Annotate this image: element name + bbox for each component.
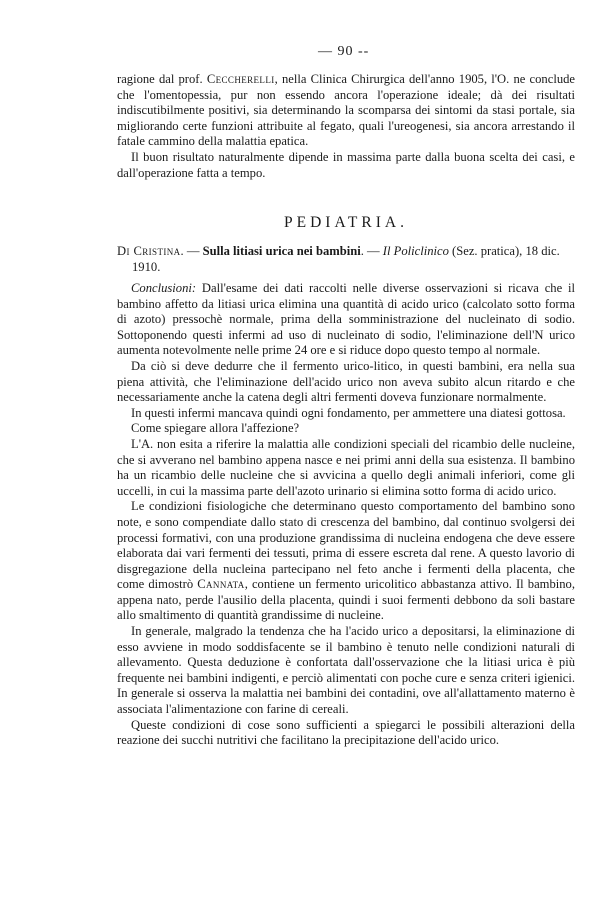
page-number: — 90 -- [318,44,370,59]
section-heading: PEDIATRIA. [284,214,408,231]
body-paragraph: Queste condizioni di cose sono sufficienti a spiegarci le possibili alterazioni della reazione dei succhi nutritivi che facilitano la precipitazione dell'acido urico. [117,717,575,748]
citation-details: (Sez. pratica), 18 dic. 1910. [132,244,560,274]
intro-paragraph: Il buon risultato naturalmente dipende in massima parte dalla buona scelta dei casi, e dall'operazione fatta a tempo. [117,149,575,180]
journal-name: Il Policlinico [382,244,449,258]
body-paragraph: Conclusioni: Dall'esame dei dati raccolti nelle diverse osservazioni si ricava che il bambino affetto da litiasi urica elimina una quantità di acido urico (calcolato sotto forma di azoto) pressochè normale, prima della somministrazione del nucleinato di sodio. Sottoponendo questi infermi ad uso di nucleinato di sodio, l'eliminazione dell'N urico aumenta notevolmente nelle prime 24 ore e si riduce dopo questo tempo al normale. [117,281,575,358]
citation-line: Di Cristina. — Sulla litiasi urica nei bambini. — Il Policlinico (Sez. pratica), 18 dic. 1910. [117,244,560,274]
intro-paragraph: ragione dal prof. Ceccherelli, nella Clinica Chirurgica dell'anno 1905, l'O. ne conclude che l'omentopessia, pur non essendo ancora l'operazione ideale; dà dei risultati indiscutibilmente positivi, sia determinando la scomparsa dei sintomi da stasi portale, sia migliorando certe funzioni attribuite al fegato, quali l'ureogenesi, sia ancora arrestando il fatale cammino della malattia epatica. [117,72,575,149]
author-name-cannata: Cannata [197,577,245,592]
author-name-ceccherelli: Ceccherelli [206,72,275,86]
intro-text [117,72,575,181]
body-paragraph: Da ciò si deve dedurre che il fermento urico-litico, in questi bambini, era nella sua piena attività, che l'eliminazione dell'acido urico non aveva subito alcun ritardo e che necessariamente anche la catena degli altri fermenti doveva funzionare normalmente. [117,358,575,405]
article-body [117,281,575,749]
article-author: Di Cristina [117,244,181,258]
body-paragraph: In questi infermi mancava quindi ogni fondamento, per ammettere una diatesi gottosa. [131,405,566,420]
conclusioni-label: Conclusioni: [131,281,197,295]
body-paragraph: In generale, malgrado la tendenza che ha l'acido urico a depositarsi, la eliminazione di esso avviene in modo soddisfacente se il bambino è tenuto nelle condizioni naturali di allevamento. Questa deduzione è confortata dall'osservazione che la litiasi urica è più frequente nei bambini indigenti, e perciò alimentati con poche cure e senza criteri igienici. In generale si osserva la malattia nei bambini dei contadini, ove all'allattamento materno è associata l'alimentazione con farine di cereali. [117,624,575,717]
article-citation [117,244,575,275]
article-title: Sulla litiasi urica nei bambini [202,244,361,258]
body-paragraph: L'A. non esita a riferire la malattia alle condizioni speciali del ricambio delle nucleine, che si avverano nel bambino appena nasce e nei primi anni della sua esistenza. Il bambino ha un ricambio delle nucleine che si avvicina a quello degli animali inferiori, come gli uccelli, in cui la massima parte dell'azoto urinario si elimina sotto forma di acido urico. [117,436,575,498]
body-paragraph: Le condizioni fisiologiche che determinano questo comportamento del bambino sono note, e sono compendiate dallo stato di crescenza del bambino, dal continuo svolgersi dei processi formativi, con una produzione grandissima di nucleina endogena che deve essere elaborata dai vari fermenti dei tessuti, prima di essere escreta dal rene. A questo lavorio di disgregazione della nucleina partecipano nel feto anche i fermenti della placenta, che come dimostrò Cannata, contiene un fermento uricolitico abbastanza attivo. Il bambino, appena nato, perde l'ausilio della placenta, quindi i suoi fermenti debbono da soli bastare allo smaltimento di quantità grandissime di nucleine. [117,499,575,623]
body-paragraph: Come spiegare allora l'affezione? [131,421,300,436]
